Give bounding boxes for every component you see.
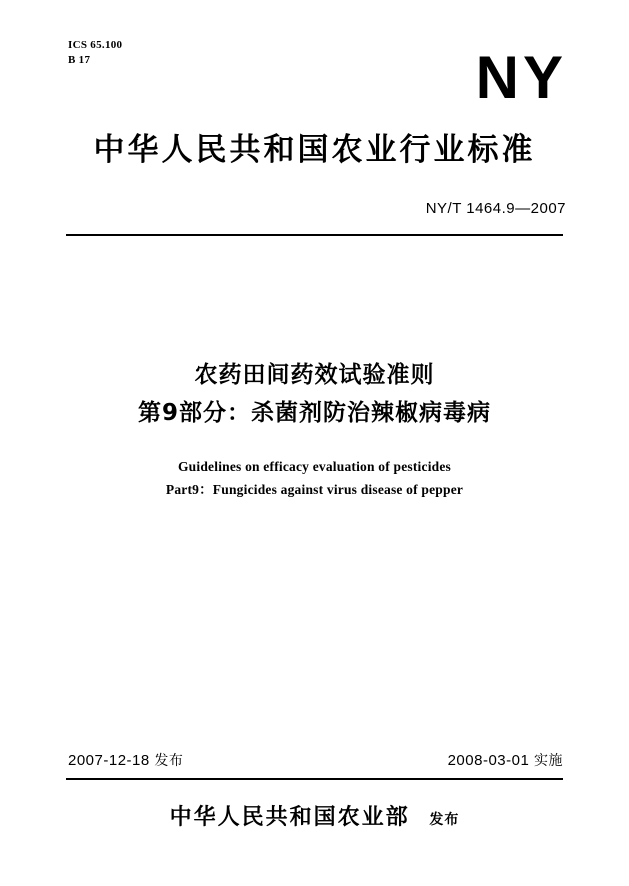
footer-divider: [66, 778, 563, 780]
ny-logo-mark: NY: [475, 44, 567, 111]
ics-code: ICS 65.100: [68, 39, 123, 51]
document-title-line1: 农药田间药效试验准则: [194, 362, 435, 388]
publisher-block: [0, 800, 629, 831]
effective-date-value: 2008-03-01: [447, 752, 530, 769]
header-divider: [66, 234, 563, 236]
document-title: [0, 356, 629, 432]
document-title-english-line1: Guidelines on efficacy evaluation of pesticides: [177, 459, 451, 474]
document-title-english: [0, 455, 629, 501]
effective-date: [448, 750, 563, 770]
ics-classification-block: [68, 38, 122, 68]
publisher-suffix: 发布: [429, 812, 460, 828]
issue-date-label: 发布: [154, 753, 184, 769]
document-title-english-line2: Part9：Fungicides against virus disease of pepper: [165, 482, 464, 497]
effective-date-label: 实施: [534, 753, 563, 769]
issue-date: [68, 750, 183, 770]
ccs-code: B 17: [68, 54, 91, 66]
issue-date-value: 2007-12-18: [68, 752, 150, 769]
standard-number: NY/T 1464.9—2007: [425, 200, 566, 217]
document-title-line2: 第9部分：杀菌剂防治辣椒病毒病: [137, 400, 491, 426]
issuing-authority-title: 中华人民共和国农业行业标准: [93, 132, 536, 168]
publisher-name: 中华人民共和国农业部: [169, 805, 410, 830]
